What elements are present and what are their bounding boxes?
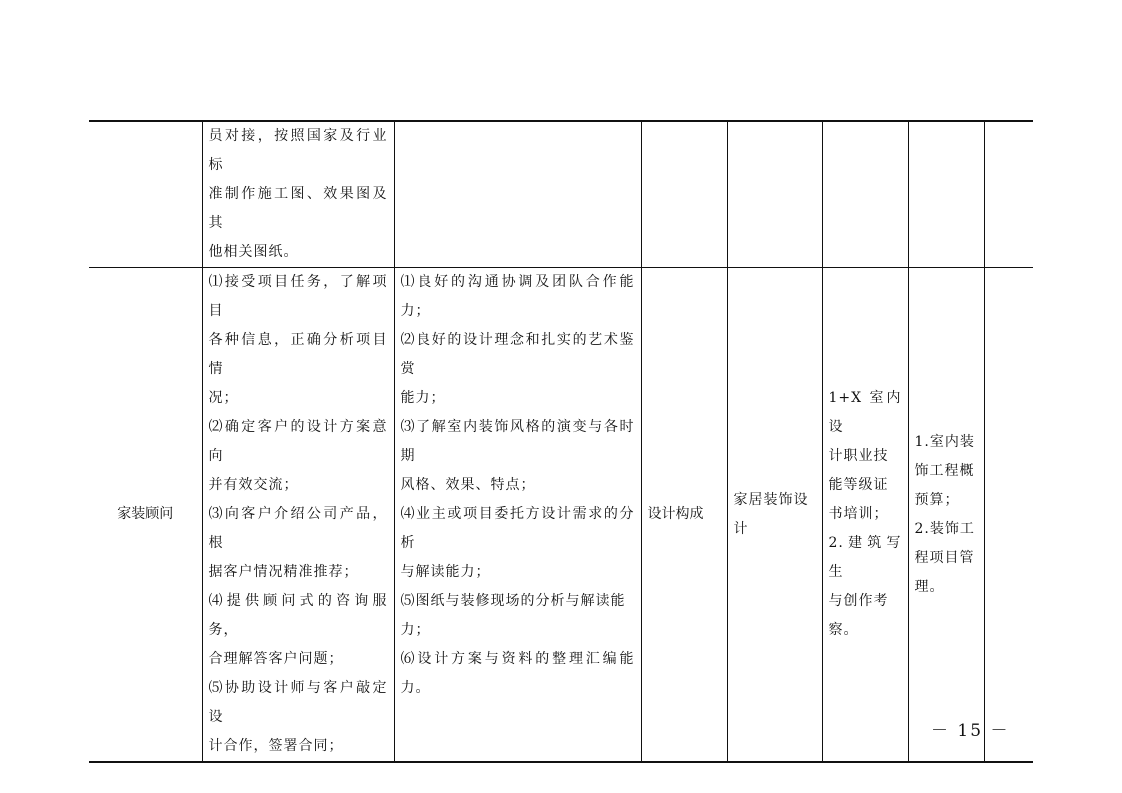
- practice-line: 2.装饰工: [914, 520, 975, 537]
- tasks-cell: [202, 268, 394, 763]
- course-cell-empty: [727, 121, 822, 268]
- tasks-line: 员对接，按照国家及行业标: [208, 128, 388, 173]
- practice-line: 1.室内装: [914, 433, 975, 450]
- tasks-line: ⑴接受项目任务，了解项目: [208, 274, 388, 319]
- tasks-line: 据客户情况精准推荐；: [208, 564, 359, 580]
- module-cell: 设计构成: [641, 268, 727, 763]
- last-cell: [984, 268, 1033, 763]
- tasks-line: 计合作，签署合同；: [208, 738, 344, 754]
- practice-line: 饰工程概: [914, 462, 975, 479]
- certificate-line: 能等级证: [828, 477, 889, 493]
- tasks-line: 况；: [208, 390, 239, 406]
- tasks-line: ⑷提供顾问式的咨询服务，: [208, 593, 388, 638]
- course-line: 家居装饰设: [733, 491, 809, 508]
- abilities-line: ⑹设计方案与资料的整理汇编能力。: [400, 651, 635, 696]
- tasks-line: ⑶向客户介绍公司产品，根: [208, 506, 388, 551]
- certificate-line: 计职业技: [828, 448, 889, 464]
- practice-cell: [908, 268, 984, 763]
- practice-line: 预算；: [914, 491, 960, 508]
- tasks-line: ⑵确定客户的设计方案意向: [208, 419, 388, 464]
- certificate-line: 察。: [828, 622, 859, 638]
- certificate-cell-empty: [822, 121, 908, 268]
- tasks-line: 合理解答客户问题；: [208, 651, 344, 667]
- tasks-line: 准制作施工图、效果图及其: [208, 186, 388, 231]
- abilities-line: 力；: [400, 622, 431, 638]
- certificate-line: 与创作考: [828, 593, 889, 609]
- table-row-home-decoration-consultant: [89, 268, 1033, 763]
- abilities-line: 风格、效果、特点；: [400, 477, 536, 493]
- abilities-line: ⑷业主或项目委托方设计需求的分析: [400, 506, 635, 551]
- table-row-continued: [89, 121, 1033, 268]
- page-number: － 15 －: [931, 721, 1010, 741]
- certificate-line: 书培训；: [828, 506, 889, 522]
- abilities-line: 能力；: [400, 390, 446, 406]
- tasks-line: ⑸协助设计师与客户敲定设: [208, 680, 388, 725]
- certificate-line: 2.建筑写生: [828, 535, 902, 580]
- curriculum-table: [89, 120, 1033, 763]
- course-line: 计: [733, 520, 749, 537]
- abilities-line: ⑵良好的设计理念和扎实的艺术鉴赏: [400, 332, 635, 377]
- position-cell: 家装顾问: [89, 268, 202, 763]
- tasks-line: 并有效交流；: [208, 477, 299, 493]
- abilities-line: ⑴良好的沟通协调及团队合作能力；: [400, 274, 635, 319]
- practice-line: 理。: [914, 578, 945, 595]
- abilities-line: 与解读能力；: [400, 564, 491, 580]
- practice-cell-empty: [908, 121, 984, 268]
- position-cell-empty: [89, 121, 202, 268]
- abilities-cell: [394, 268, 641, 763]
- practice-line: 程项目管: [914, 549, 975, 566]
- last-cell-empty: [984, 121, 1033, 268]
- certificate-cell: [822, 268, 908, 763]
- abilities-cell-empty: [394, 121, 641, 268]
- tasks-cell: [202, 121, 394, 268]
- module-cell-empty: [641, 121, 727, 268]
- tasks-line: 他相关图纸。: [208, 244, 299, 260]
- certificate-line: 1+X 室内设: [828, 390, 902, 435]
- abilities-line: ⑶了解室内装饰风格的演变与各时期: [400, 419, 635, 464]
- abilities-line: ⑸图纸与装修现场的分析与解读能: [400, 593, 626, 609]
- course-cell: [727, 268, 822, 763]
- tasks-line: 各种信息，正确分析项目情: [208, 332, 388, 377]
